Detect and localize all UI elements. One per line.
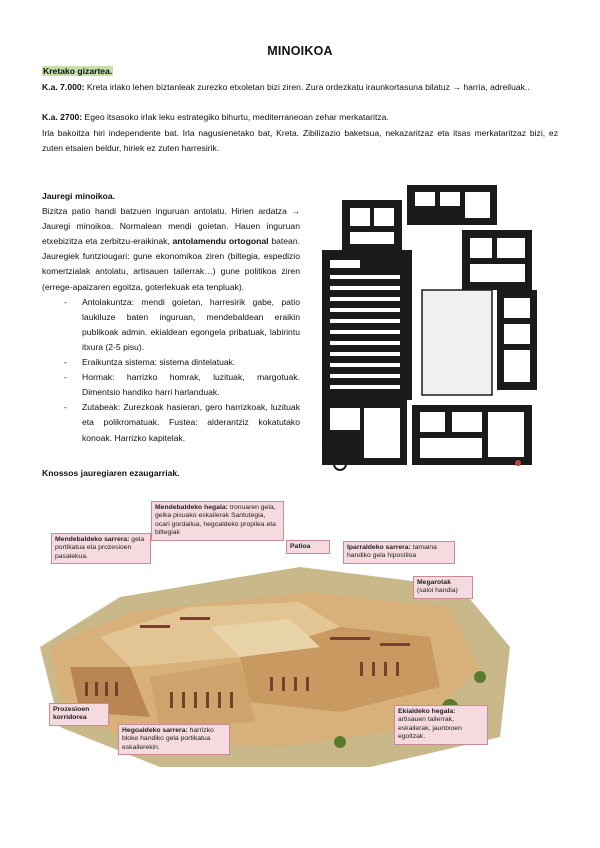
callout-title: Mendebaldeko sarrera: [55, 536, 130, 543]
kreta-p2-text: Egeo itsasoko irlak leku estrategiko bihurtu, mediterraneoan zehar merkataritza. [82, 112, 389, 122]
callout-megarotak [413, 576, 473, 599]
callout-title: Megarotak [417, 579, 451, 586]
kreta-p1-label: K.a. 7.000: [42, 82, 85, 92]
jauregi-heading: Jauregi minoikoa. [42, 191, 116, 201]
callout-prozesioen-korridorea [49, 703, 109, 726]
list-item: - Eraikuntza sistema: sistema dintelatuak. [82, 355, 300, 370]
callout-hegoaldeko-sarrera [118, 724, 230, 755]
page-title: MINOIKOA [267, 44, 333, 58]
callout-text: tronuaren gela, gelka pisuako eskailerak Santutegia, ocari gordailua, hegoaldeko propilea eta biltegiak [155, 504, 276, 537]
kreta-p1-text: Kreta irlako lehen biztanleak zurezko etxoletan bizi ziren. Zura ordezkatu iraunkortasuna bilatuz → harria, adreiluak.. [84, 82, 530, 92]
callout-text: artisauen tailerrak, eskailerak, jauntxoen egoitzak. [398, 716, 462, 741]
kreta-paragraph-3: Irla bakoitza hiri independente bat. Irla nagusienetako bat, Kreta. Zibilizazio baketsua, nekazaritzaz eta itsas merkataritzaz bizi, ez zuten etsaien beldur, hiriek ez zuten harresirik. [42, 128, 558, 153]
callout-mendebaldeko-hegala [151, 501, 284, 541]
kreta-heading: Kretako gizartea. [43, 66, 113, 76]
list-item: - Hormak: harrizko homrak, luzituak, margotuak. Dimentsio handiko harri harlanduak. [82, 370, 300, 400]
callout-title: Mendebaldeko hegala: [155, 504, 228, 511]
jauregi-intro [42, 204, 300, 295]
jauregi-bullet-list [42, 295, 300, 446]
callout-title: Patioa [290, 543, 311, 550]
kreta-paragraph-2 [42, 110, 558, 125]
kreta-paragraph-1 [42, 80, 558, 95]
callout-title: Hegoaldeko sarrera: [122, 727, 188, 734]
callout-title: Ekialdeko hegala: [398, 708, 456, 715]
callout-text: tamaina handiko gela hipostiloa [347, 544, 437, 560]
callout-title: Iparraldeko sarrera: [347, 544, 411, 551]
callout-text: (saloi handia) [417, 587, 458, 595]
callout-mendebaldeko-sarrera [51, 533, 151, 564]
jauregi-intro-bold: antolamendu ortogonal [172, 236, 269, 247]
callout-text: gela portikatua eta prozesioen pasalekua. [55, 536, 145, 560]
jauregi-section [42, 189, 300, 446]
list-item: - Zutabeak: Zurezkoak hasieran, gero harrizkoak, luzituak eta polikromatuak. Fustea: alderantziz kokatutako konoak. Harrizko kapitelak. [82, 400, 300, 445]
kreta-heading-line [42, 64, 558, 79]
callout-iparraldeko-sarrera [343, 541, 455, 564]
list-item: - Antolakuntza: mendi goietan, harresirik gabe, patio laukiluze baten inguruan, mendebaldean eraikin publikoak admin. ekialdean egongela pribatuak, labirintu itxura (2-5 pisu). [82, 295, 300, 355]
callout-ekialdeko-hegala [394, 705, 488, 745]
jauregi-intro-b: batean. Jauregiek funtziougari: gune ekonomikoa ziren (biltegia, espedizio komertzialak antolatu, artisauen tailerrak…) gune politikoa ziren (errege-apaizaren egoitza, goterlekuak eta tenpluak). [42, 236, 301, 292]
callout-title: Prozesioen korridorea [53, 706, 90, 722]
callout-text: harrizko bloke handiko gela portikatua eskailerekin. [122, 727, 214, 751]
jauregi-intro-a: Bizitza patio handi batzuen inguruan antolatu. Hirien ardatza → Jauregi minoikoa. Normalean mendi goietan. Hauen inguruan etxebizitza eta zerbitzu-eraikinak, [42, 206, 300, 247]
palace-floor-plan [312, 180, 542, 480]
callout-patioa [286, 540, 330, 554]
knossos-heading: Knossos jauregiaren ezaugarriak. [42, 468, 180, 478]
kreta-p2-label: K.a. 2700: [42, 112, 83, 122]
